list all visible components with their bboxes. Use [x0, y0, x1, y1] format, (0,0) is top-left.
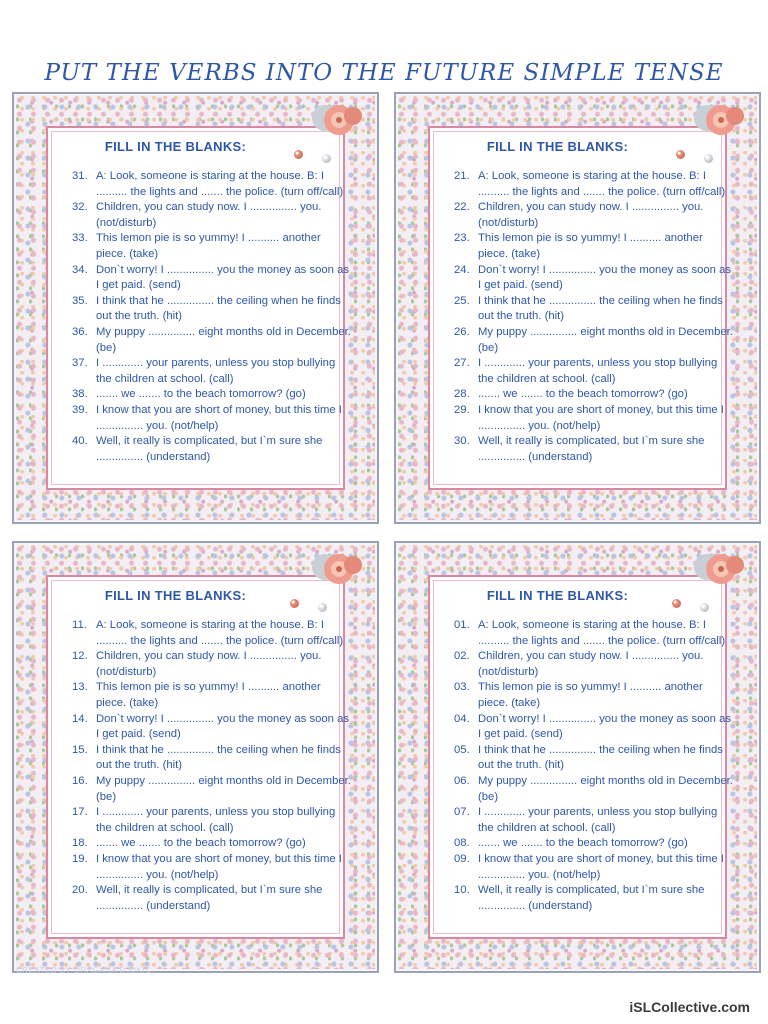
- item-text: Well, it really is complicated, but I`m sure she ............... (understand): [478, 884, 705, 912]
- item-text: I know that you are short of money, but this time I ............... you. (not/help): [96, 852, 342, 881]
- list-item: [72, 231, 352, 262]
- item-text: This lemon pie is so yummy! I .......... another piece. (take): [96, 681, 321, 709]
- item-number: 01.: [454, 619, 470, 631]
- item-number: 13.: [72, 681, 88, 694]
- list-item: [454, 387, 734, 403]
- item-number: 26.: [454, 325, 470, 338]
- item-number: 31.: [72, 170, 88, 182]
- item-text: My puppy ............... eight months old in December. (be): [96, 325, 351, 354]
- list-item: [454, 325, 734, 356]
- item-number: 09.: [454, 852, 470, 865]
- list-item: [454, 836, 734, 852]
- item-text: A: Look, someone is staring at the house. B: I .......... the lights and ....... the police. (turn off/call): [478, 619, 726, 647]
- item-number: 29.: [454, 403, 470, 416]
- item-number: 19.: [72, 852, 88, 865]
- item-number: 10.: [454, 884, 470, 897]
- item-text: I ............. your parents, unless you stop bullying the children at school. (call): [478, 806, 718, 834]
- item-text: This lemon pie is so yummy! I .......... another piece. (take): [478, 681, 703, 709]
- item-number: 23.: [454, 232, 470, 245]
- exercise-list: [72, 169, 352, 465]
- item-number: 38.: [72, 388, 88, 401]
- item-number: 17.: [72, 806, 88, 819]
- list-item: [454, 883, 734, 914]
- exercise-list: [454, 618, 734, 914]
- item-number: 21.: [454, 170, 470, 182]
- item-text: Children, you can study now. I ............... you. (not/disturb): [478, 201, 704, 229]
- item-number: 20.: [72, 884, 88, 897]
- item-number: 06.: [454, 774, 470, 787]
- item-text: I ............. your parents, unless you stop bullying the children at school. (call): [96, 806, 336, 834]
- pearl-icon: [704, 154, 713, 163]
- card-heading: FILL IN THE BLANKS:: [486, 588, 629, 603]
- list-item: [454, 805, 734, 836]
- flower-icon: [691, 549, 749, 593]
- item-number: 25.: [454, 294, 470, 307]
- list-item: [454, 649, 734, 680]
- list-item: [72, 294, 352, 325]
- item-number: 12.: [72, 650, 88, 663]
- list-item: [72, 169, 352, 200]
- item-text: A: Look, someone is staring at the house. B: I .......... the lights and ....... the police. (turn off/call): [478, 170, 726, 198]
- item-number: 37.: [72, 357, 88, 370]
- item-text: I think that he ............... the ceiling when he finds out the truth. (hit): [478, 294, 723, 323]
- flower-icon: [309, 100, 367, 144]
- list-item: [72, 200, 352, 231]
- list-item: [72, 618, 352, 649]
- item-number: 34.: [72, 263, 88, 276]
- item-text: ....... we ....... to the beach tomorrow? (go): [478, 837, 688, 850]
- worksheet-card: [394, 541, 761, 973]
- list-item: [72, 774, 352, 805]
- worksheet-card: [12, 541, 379, 973]
- item-number: 39.: [72, 403, 88, 416]
- card-heading: FILL IN THE BLANKS:: [104, 139, 247, 154]
- list-item: [72, 852, 352, 883]
- pearl-icon: [318, 603, 327, 612]
- list-item: [72, 680, 352, 711]
- author-credit: CREATED BY DRAGANA DJUKIC: [16, 966, 152, 975]
- item-number: 35.: [72, 294, 88, 307]
- list-item: [454, 263, 734, 294]
- item-number: 33.: [72, 232, 88, 245]
- item-text: I ............. your parents, unless you stop bullying the children at school. (call): [478, 357, 718, 385]
- item-text: I think that he ............... the ceiling when he finds out the truth. (hit): [478, 743, 723, 772]
- list-item: [72, 325, 352, 356]
- item-number: 04.: [454, 712, 470, 725]
- list-item: [72, 805, 352, 836]
- item-number: 32.: [72, 201, 88, 214]
- item-text: A: Look, someone is staring at the house. B: I .......... the lights and ....... the police. (turn off/call): [96, 619, 344, 647]
- item-number: 02.: [454, 650, 470, 663]
- item-text: My puppy ............... eight months old in December. (be): [96, 774, 351, 803]
- site-watermark: iSLCollective.com: [629, 999, 750, 1015]
- item-number: 08.: [454, 837, 470, 850]
- item-text: Children, you can study now. I ............... you. (not/disturb): [96, 201, 322, 229]
- pearl-icon: [322, 154, 331, 163]
- item-text: Well, it really is complicated, but I`m sure she ............... (understand): [478, 435, 705, 463]
- item-text: ....... we ....... to the beach tomorrow? (go): [478, 388, 688, 401]
- list-item: [454, 852, 734, 883]
- item-number: 11.: [72, 619, 87, 631]
- list-item: [454, 294, 734, 325]
- list-item: [454, 356, 734, 387]
- item-number: 03.: [454, 681, 470, 694]
- list-item: [72, 356, 352, 387]
- list-item: [454, 712, 734, 743]
- list-item: [72, 263, 352, 294]
- item-text: Don`t worry! I ............... you the money as soon as I get paid. (send): [96, 712, 350, 741]
- item-number: 15.: [72, 743, 88, 756]
- exercise-list: [454, 169, 734, 465]
- list-item: [72, 403, 352, 434]
- item-text: Don`t worry! I ............... you the money as soon as I get paid. (send): [478, 263, 732, 292]
- worksheet-card: [394, 92, 761, 524]
- item-text: A: Look, someone is staring at the house. B: I .......... the lights and ....... the police. (turn off/call): [96, 170, 344, 198]
- list-item: [454, 169, 734, 200]
- item-number: 22.: [454, 201, 470, 214]
- item-number: 30.: [454, 435, 470, 448]
- exercise-list: [72, 618, 352, 914]
- page-title: PUT THE VERBS INTO THE FUTURE SIMPLE TENSE: [44, 60, 724, 86]
- item-text: I ............. your parents, unless you stop bullying the children at school. (call): [96, 357, 336, 385]
- item-text: ....... we ....... to the beach tomorrow? (go): [96, 837, 306, 850]
- list-item: [454, 434, 734, 465]
- item-number: 40.: [72, 435, 88, 448]
- item-text: Well, it really is complicated, but I`m sure she ............... (understand): [96, 884, 323, 912]
- item-text: Children, you can study now. I ............... you. (not/disturb): [478, 650, 704, 678]
- item-text: I know that you are short of money, but this time I ............... you. (not/help): [478, 852, 724, 881]
- item-text: My puppy ............... eight months old in December. (be): [478, 774, 733, 803]
- item-number: 27.: [454, 357, 470, 370]
- list-item: [72, 649, 352, 680]
- item-number: 16.: [72, 774, 88, 787]
- item-text: I think that he ............... the ceiling when he finds out the truth. (hit): [96, 743, 341, 772]
- item-text: I know that you are short of money, but this time I ............... you. (not/help): [96, 403, 342, 432]
- item-number: 28.: [454, 388, 470, 401]
- worksheet-card: [12, 92, 379, 524]
- item-number: 24.: [454, 263, 470, 276]
- list-item: [454, 743, 734, 774]
- flower-icon: [309, 549, 367, 593]
- item-text: I know that you are short of money, but this time I ............... you. (not/help): [478, 403, 724, 432]
- list-item: [72, 387, 352, 403]
- card-heading: FILL IN THE BLANKS:: [486, 139, 629, 154]
- list-item: [454, 680, 734, 711]
- item-number: 05.: [454, 743, 470, 756]
- item-number: 36.: [72, 325, 88, 338]
- flower-icon: [691, 100, 749, 144]
- item-text: Don`t worry! I ............... you the money as soon as I get paid. (send): [478, 712, 732, 741]
- item-text: Well, it really is complicated, but I`m sure she ............... (understand): [96, 435, 323, 463]
- pearl-icon: [700, 603, 709, 612]
- item-text: Don`t worry! I ............... you the money as soon as I get paid. (send): [96, 263, 350, 292]
- item-text: Children, you can study now. I ............... you. (not/disturb): [96, 650, 322, 678]
- list-item: [72, 883, 352, 914]
- list-item: [454, 200, 734, 231]
- list-item: [72, 743, 352, 774]
- item-number: 07.: [454, 806, 470, 819]
- list-item: [454, 618, 734, 649]
- list-item: [72, 712, 352, 743]
- list-item: [454, 403, 734, 434]
- card-heading: FILL IN THE BLANKS:: [104, 588, 247, 603]
- item-text: This lemon pie is so yummy! I .......... another piece. (take): [478, 232, 703, 260]
- item-text: This lemon pie is so yummy! I .......... another piece. (take): [96, 232, 321, 260]
- item-text: ....... we ....... to the beach tomorrow? (go): [96, 388, 306, 401]
- list-item: [72, 434, 352, 465]
- item-text: I think that he ............... the ceiling when he finds out the truth. (hit): [96, 294, 341, 323]
- item-text: My puppy ............... eight months old in December. (be): [478, 325, 733, 354]
- list-item: [72, 836, 352, 852]
- item-number: 14.: [72, 712, 88, 725]
- list-item: [454, 774, 734, 805]
- item-number: 18.: [72, 837, 88, 850]
- list-item: [454, 231, 734, 262]
